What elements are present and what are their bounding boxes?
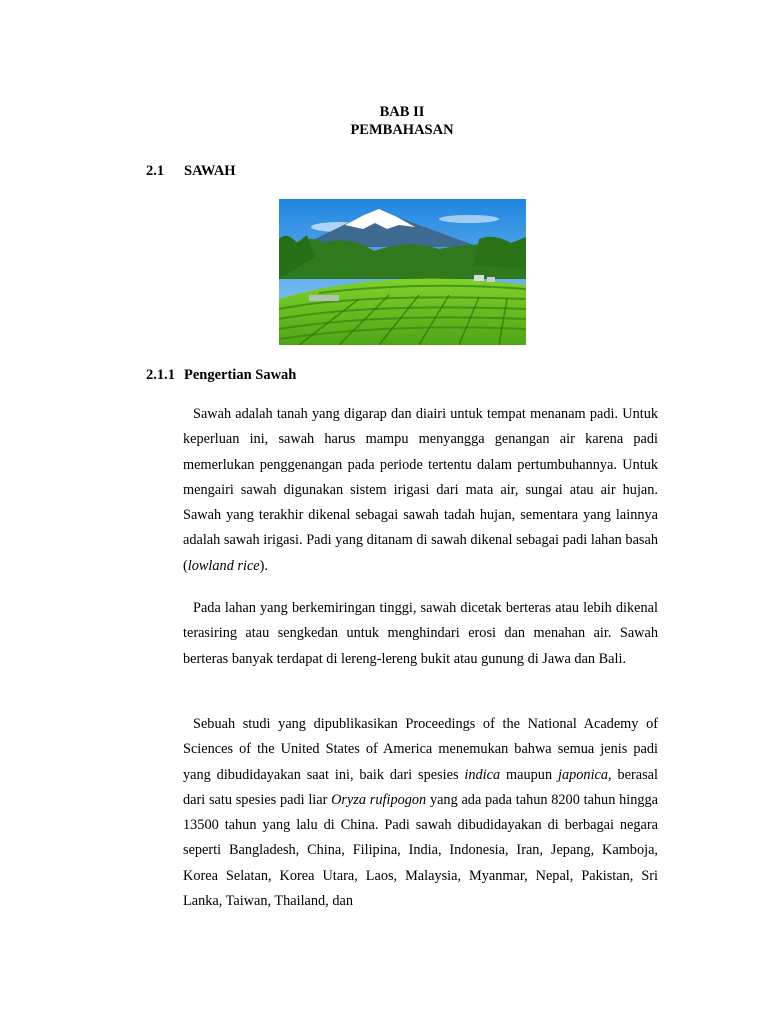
- subsection-number: 2.1.1: [146, 367, 175, 383]
- paragraph-1: [183, 402, 658, 579]
- italic-term: indica: [464, 766, 501, 783]
- section-number: 2.1: [146, 163, 165, 179]
- subsection-title: Pengertian Sawah: [184, 367, 297, 383]
- section-title: SAWAH: [184, 163, 236, 179]
- italic-term: japonica: [558, 766, 609, 783]
- section-heading: [146, 162, 236, 180]
- paragraph-text: ).: [259, 557, 268, 574]
- paragraph-text: Sawah adalah tanah yang digarap dan diairi untuk tempat menanam padi. Untuk keperluan ini, sawah harus mampu menyangga genangan air karena padi memerlukan penggenangan pada periode tertentu dalam pertumbuhannya. Untuk mengairi sawah digunakan sistem irigasi dari mata air, sungai atau air hujan. Sawah yang terakhir dikenal sebagai sawah tadah hujan, sementara yang lainnya adalah sawah irigasi. Padi yang ditanam di sawah dikenal sebagai padi lahan basah (: [183, 406, 658, 574]
- paragraph-text: yang ada pada tahun 8200 tahun hingga 13500 tahun yang lalu di China. Padi sawah dibudidayakan di berbagai negara seperti Bangladesh, China, Filipina, India, Indonesia, Iran, Jepang, Kamboja, Korea Selatan, Korea Utara, Laos, Malaysia, Myanmar, Nepal, Pakistan, Sri Lanka, Taiwan, Thailand, dan: [183, 791, 659, 910]
- italic-term: Oryza rufipogon: [331, 791, 427, 808]
- rice-terrace-mountain-image: [279, 199, 526, 345]
- chapter-title: PEMBAHASAN: [350, 122, 454, 138]
- paragraph-text: maupun: [500, 766, 558, 783]
- italic-term: lowland rice: [187, 557, 260, 574]
- chapter-number: BAB II: [379, 104, 425, 120]
- paragraph-2: Pada lahan yang berkemiringan tinggi, sawah dicetak berteras atau lebih dikenal terasiring atau sengkedan untuk menghindari erosi dan menahan air. Sawah berteras banyak terdapat di lereng-lereng bukit atau gunung di Jawa dan Bali.: [183, 600, 658, 667]
- paragraph-text: , berasal dari satu spesies padi liar: [183, 766, 658, 808]
- paragraph-text: Sebuah studi yang dipublikasikan Proceedings of the National Academy of Sciences of the United States of America menemukan bahwa semua jenis padi yang dibudidayakan saat ini, baik dari spesies: [183, 716, 658, 783]
- subsection-heading: [146, 366, 296, 384]
- paragraph-3: [183, 712, 658, 914]
